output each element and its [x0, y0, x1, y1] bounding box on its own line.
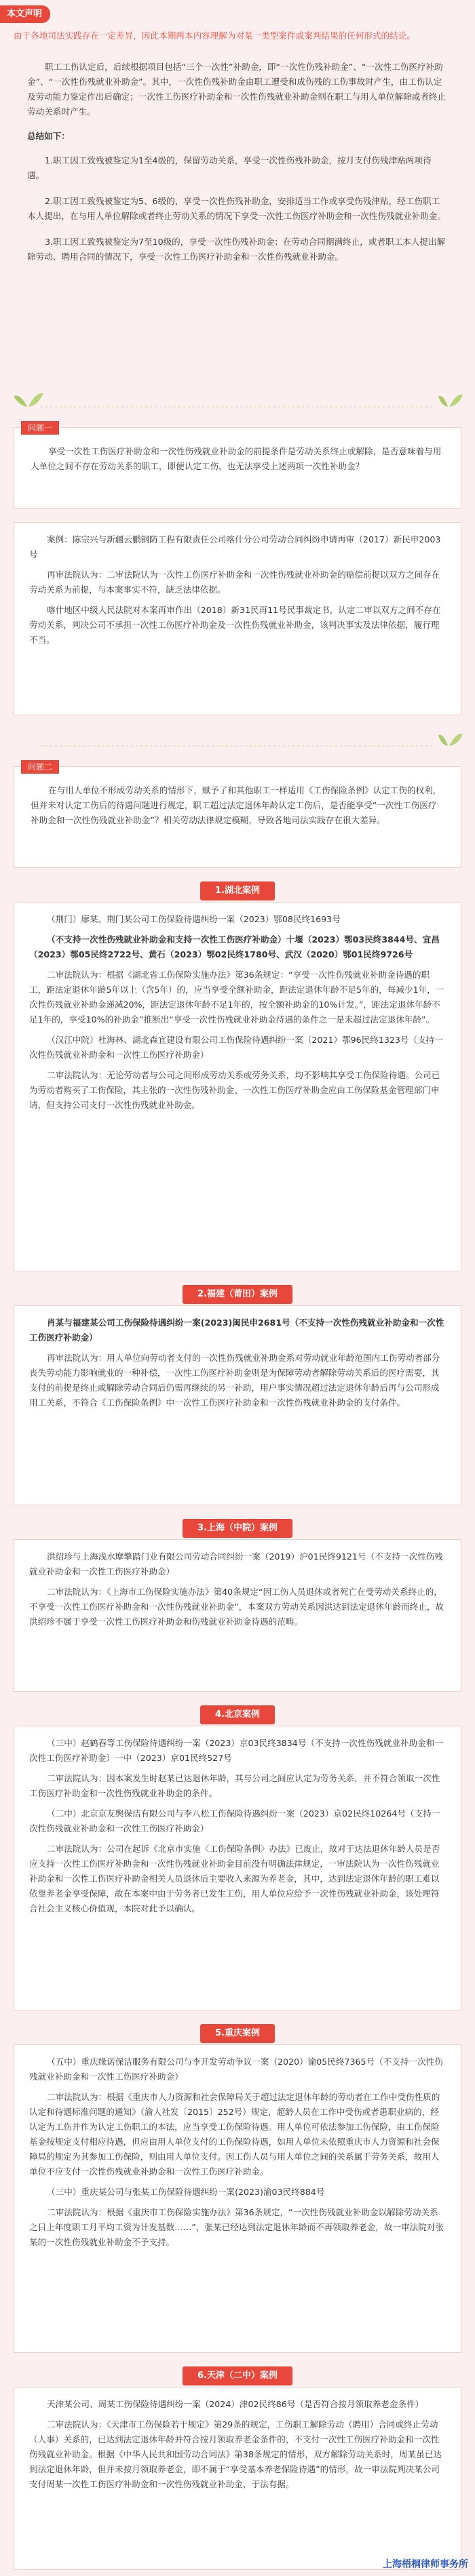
sprout-divider [0, 387, 475, 414]
disclaimer-text: 由于各地司法实践存在一定差异，因此本期两本内容理解为对某一类型案件或案判结果的任何形式的结论。 [14, 31, 415, 41]
case-3-para-2: 二审法院认为：《上海市工伤保险实施办法》第40条规定“因工伤人员退休或者死亡在受劳动关系终止的，不享受一次性工伤医疗补助金和一次性伤残就业补助金”，本案双方劳动关系因洪达到法定退休年龄而终止，故洪绍珍不属于享受一次性工伤医疗补助金和伤残就业补助金待遇的范畴。 [29, 1587, 444, 1627]
question-2-label: 问题二 [21, 760, 59, 774]
case-2-para-2: 再审法院认为：用人单位向劳动者支付的一次性伤残就业补助金系对劳动就业年龄范围内工伤劳动者部分丧失劳动能力影响就业的一种补偿，一次性工伤医疗补助金则是为保障劳动者解除劳动关系后的医疗需要，其支付的前提是终止或解除劳动合同后仍需再继续的另一补助，用户事实情况超过法定退休年龄后再与公司形成用工关系，不符合《工伤保险条例》中一次性工伤医疗补助金和一次性伤残就业补助金的支付条件。 [29, 1353, 440, 1408]
case-3-card [14, 1539, 461, 1692]
summary-item-2: 2.职工因工致残被鉴定为5、6级的，享受一次性伤残补助金，安排适当工作或享受伤残津贴，经工伤职工本人提出，在与用人单位解除或者终止劳动关系的情况下享受一次性工伤医疗补助金和一次性伤残就业补助金。 [27, 196, 446, 221]
sprout-divider-icon [0, 387, 475, 414]
case-5-title: 5.重庆案例 [200, 2024, 275, 2043]
case-2-header [0, 1285, 475, 1304]
question-1-text: 享受一次性工伤医疗补助金和一次性伤残就业补助金的前提条件是劳动关系终止或解除，是否意味着与用人单位之间不存在劳动关系的职工，即便认定工伤，也无法享受上述两项一次性补助金？ [31, 446, 442, 471]
case-3-title: 3.上海（中院）案例 [183, 1519, 292, 1538]
case-3-para-1: 洪绍珍与上海浅水摩擎踏门业有限公司劳动合同纠纷一案（2019）沪01民终9121号（不支持一次性伤残就业补助金和一次性工伤医疗补助金） [29, 1551, 443, 1577]
case-1-para-1: （荆门）廖某、荆门某公司工伤保险待遇纠纷一案（2023）鄂08民终1693号 [47, 914, 341, 924]
question-1-label: 问题一 [21, 421, 59, 435]
case-1-title: 1.湖北案例 [200, 881, 275, 900]
case-6-card [14, 2387, 461, 2570]
intro-section [0, 60, 475, 378]
case-2-card [14, 1305, 461, 1505]
disclaimer-badge: 本文声明 [0, 5, 50, 23]
case-intro-card [14, 522, 461, 715]
firm-logo: 上海梧桐律师事务所 [383, 2559, 468, 2570]
question-1-box [14, 423, 461, 509]
case-5-para-3: （三中）重庆某公司与张某工伤保险待遇纠纷一案(2023)渝03民终884号 [47, 2187, 325, 2197]
question-2-box [14, 762, 461, 868]
intro-paragraph: 职工工伤认定后，后续根据项目包括“三个一次性”补助金，即“一次性伤残补助金”、“一次性工伤医疗补助金”、“一次性伤残就业补助金”。其中，一次性伤残补助金由职工遭受和成伤残的工伤事故时产生，由工伤认定及劳动能力鉴定作出后确定；一次性工伤医疗补助金和一次性伤残就业补助金则在职工与用人单位解除或者终止劳动关系时产生。 [27, 62, 446, 117]
summary-item-1: 1.职工因工致残被鉴定为1至4级的，保留劳动关系，享受一次性伤残补助金，按月支付伤残津贴两项待遇。 [27, 155, 432, 180]
case-intro-para-3: 喀什地区中级人民法院对本案再审作出（2018）新31民再11号民事裁定书，认定二审以双方之间不存在劳动关系，判决公司不承担一次性工伤医疗补助金及一次性伤残就业补助金，该判决事实及法律依据，履行理不当。 [29, 605, 441, 645]
case-3-header [0, 1519, 475, 1538]
case-6-header [0, 2366, 475, 2385]
summary-title: 总结如下： [27, 131, 70, 141]
case-6-para-1: 天津某公司、周某工伤保险待遇纠纷一案（2024）津02民终86号（是否符合按月领取养老金条件） [47, 2399, 424, 2409]
sprout-divider-2-icon [0, 726, 475, 753]
case-1-para-5: 二审法院认为：无论劳动者与公司之间形成劳动关系或劳务关系，均不影响其享受工伤保险待遇。公司已为劳动者购买了工伤保险，其主张的一次性伤残补助金、一次性工伤医疗补助金应由工伤保险基金管理部门申请，但支持公司支付一次性伤残就业补助金。 [29, 1070, 440, 1110]
case-4-para-3: （二中）北京京友舆保洁有限公司与李八松工伤保险待遇纠纷一案（2023）京02民终10264号（支持一次性伤残就业补助金和一次性工伤医疗补助金） [29, 1808, 440, 1834]
case-1-para-2: （不支持一次性伤残就业补助金和支持一次性工伤医疗补助金）十堰（2023）鄂03民终3844号、宜昌（2023）鄂05民终2722号、黄石（2023）鄂02民终1780号、武汉（2020）鄂01民终9726号 [29, 934, 440, 959]
question-2-text: 在与用人单位不形成劳动关系的情形下，赋予了和其他职工一样适用《工伤保险条例》认定工伤的权利，但并未对认定工伤后的待遇问题进行规定，职工超过法定退休年龄认定工伤后，是否能享受“一次性工伤医疗补助金和一次性伤残就业补助金”？相关劳动法律规定模糊，导致各地司法实践存在很大差异。 [31, 785, 442, 825]
case-4-card [14, 1726, 461, 2010]
case-5-para-1: （五中）重庆缘诺保洁服务有限公司与李开发劳动争议一案（2020）渝05民终7365号（不支持一次性伤残就业补助金和一次性工伤医疗补助金） [29, 2057, 443, 2082]
case-5-para-4: 二审法院认为：根据《重庆市工伤保险实施办法》第36条规定，“一次性伤残就业补助金以解除劳动关系之日上年度职工月平均工资为计发基数……”，张某已经达到法定退休年龄而不再领取养老金，故一审法院对张某的一次性伤残就业补助金不予支持。 [29, 2207, 444, 2247]
case-intro-title: 案例：陈宗兴与新疆云鹏钢防工程有限责任公司喀什分公司劳动合同纠纷申请再审（2017）新民申2003号 [29, 534, 441, 559]
summary-item-3: 3.职工因工致残被鉴定为7至10级的，享受一次性伤残补助金；在劳动合同期满终止，或者职工本人提出解除劳动、聘用合同的情况下，享受一次性工伤医疗补助金和一次性伤残就业补助金。 [27, 237, 446, 262]
case-1-card [14, 902, 461, 1271]
case-2-title: 2.福建（莆田）案例 [183, 1285, 292, 1304]
case-4-title: 4.北京案例 [200, 1705, 275, 1724]
case-6-title: 6.天津（二中）案例 [183, 2366, 292, 2385]
case-2-para-1: 肖某与福建某公司工伤保险待遇纠纷一案(2023)闽民申2681号（不支持一次性伤残就业补助金和一次性工伤医疗补助金） [29, 1317, 444, 1343]
case-1-header [0, 881, 475, 900]
case-5-header [0, 2024, 475, 2043]
case-4-para-1: （三中）赵鹤春等工伤保险待遇纠纷一案（2023）京03民终3834号（不支持一次性伤残就业补助金和一次性工伤医疗补助金）一中（2023）京01民终527号 [29, 1738, 443, 1763]
sprout-divider-2 [0, 726, 475, 753]
case-1-para-3: 二审法院认为：根据《湖北省工伤保险实施办法》第36条规定：“享受一次性伤残就业补助金待遇的职工，距法定退休年龄5年以上（含5年）的，应当享受全额补助金，距法定退休年龄不足5年的，每减少1年，一次性伤残就业补助金递减20%，距法定退休年龄不足1年的，按全额补助金的10%计发。”，距法定退休年龄不足1年的，享受10%的补助金”推断出“享受一次性伤残就业补助金待遇的条件之一是未超过法定退休年龄”。 [29, 970, 444, 1025]
case-4-para-4: 二审法院认为：公司在起诉《北京市实施〈工伤保险条例〉办法》已废止，故对于达法退休年龄人员是否应支持一次性工伤医疗补助金和一次性伤残就业补助金目前没有明确法律规定，一审法院认为一次性伤残就业补助金和一次性工伤医疗补助金相关人员退休后主要收入来源为养老金，其中，达到法定退休年龄的职工难以依靠养老金享受保障，故在本案中由于劳务者已发生工伤，用人单位应给予一次性伤残就业补助金，该处理符合社会主义核心价值观，本院对此予以确认。 [29, 1844, 440, 1914]
case-6-para-2: 二审法院认为：《天津市工伤保险若干规定》第29条的规定，工伤职工解除劳动（聘用）合同或终止劳动（人事）关系的，已达到法定退休年龄并符合按月领取养老金条件的，不支付一次性工伤医疗补助金和一次性伤残就业补助金。根据《中华人民共和国劳动合同法》第38条规定的情形，双方解除劳动关系时，周某虽已达到法定退休年龄，但并未按月领取养老金，即不属于“享受基本养老保险待遇”的情形，故一审法院判决某公司支付周某一次性工伤医疗补助金和一次性伤残就业补助金，于法有据。 [29, 2419, 442, 2489]
case-5-card [14, 2044, 461, 2353]
case-4-para-2: 二审法院认为：因本案发生时赵某已达退休年龄，其与公司之间应认定为劳务关系，并不符合领取一次性工伤医疗补助金和一次性伤残就业补助金的条件。 [29, 1773, 440, 1798]
case-intro-para-2: 再审法院认为：二审法院认为一次性工伤医疗补助金和一次性伤残就业补助金的赔偿前提以双方之间存在劳动关系为前提，与本案事实不符，缺乏法律依据。 [29, 570, 440, 595]
case-1-para-4: （汉江中院）杜海林、湖北森宜建设有限公司工伤保险待遇纠纷一案（2021）鄂96民终1323号（支持一次性伤残就业补助金和一次性工伤医疗补助金） [29, 1035, 443, 1060]
case-4-header [0, 1705, 475, 1724]
case-5-para-2: 二审法院认为：根据《重庆市人力资源和社会保障局关于超过法定退休年龄的劳动者在工作中受伤性质的认定和待遇标准问题的通知》（渝人社发〔2015〕252号）规定，超龄人员在工作中受伤或者患职业病的，经认定为工伤并作为认定工伤职工的本法，应当享受工伤保险待遇。用人单位可依法参加工伤保险，由工伤保险基金按规定支付相应待遇，但应由用人单位支付的工伤保险待遇，如用人单位未依照重庆市人力资源和社会保障局的规定为其参加工伤保险，则由用人单位支付。因工伤人员与用人单位之间的关系属于劳务关系，故用人单位不应支付一次性伤残就业补助金和一次性工伤医疗补助金。 [29, 2092, 440, 2177]
disclaimer-section [0, 5, 475, 53]
